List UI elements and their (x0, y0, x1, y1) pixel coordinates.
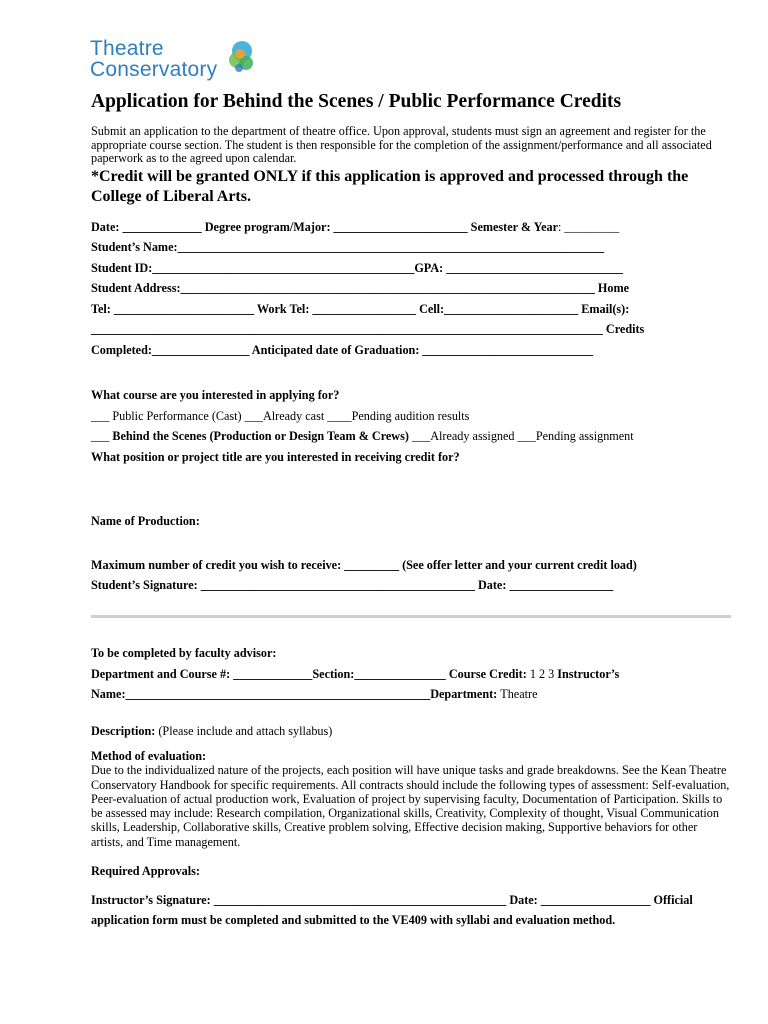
page-title: Application for Behind the Scenes / Public Performance Credits (91, 91, 622, 112)
dept-course-section-fields[interactable]: Department and Course #: _____________Section:_______________ Course Credit: (91, 666, 530, 681)
method-heading: Method of evaluation: (91, 749, 207, 763)
production-name-label[interactable]: Name of Production: (91, 514, 200, 529)
semester-label: Semester & Year (467, 219, 558, 234)
logo-mark-icon (225, 38, 257, 78)
semester-field[interactable]: : _________ (557, 219, 620, 234)
description-row[interactable] (91, 721, 731, 742)
description-label: Description: (91, 723, 156, 738)
behind-scenes-blank[interactable]: ___ (91, 429, 113, 444)
method-text: Due to the individualized nature of the projects, each position will have unique tasks and grade breakdowns. See the Kean Theatre Conservatory Handbook for specific requirements. All contracts should include the following types of assessment: Self-evaluation, Peer-evaluation of actual production work, Evaluation of project by supervising faculty, Documentation of Participation. Skills to be assessed may include: Research compilation, Organizational skills, Creativity, Complexity of thought, Visual Communication skills, Leadership, Collaborative skills, Creative problem solving, Effective decision making, Supportive behaviors for other artists, and Time management. (91, 763, 730, 849)
cast-status-options[interactable]: ___Already cast ____Pending audition results (241, 408, 470, 423)
course-question: What course are you interested in applying for? (91, 388, 340, 403)
credit-notice: *Credit will be granted ONLY if this application is approved and processed through the College of Liberal Arts. (91, 167, 689, 205)
required-approvals-label: Required Approvals: (91, 864, 200, 879)
theatre-conservatory-logo (90, 38, 265, 90)
position-question: What position or project title are you interested in receiving credit for? (91, 449, 460, 464)
instructor-signature-row[interactable]: Instructor’s Signature: ________________________________________________ Date: __________________ Official (91, 892, 693, 907)
logo-line-2: Conservatory (90, 58, 218, 81)
footer-instruction: application form must be completed and submitted to the VE409 with syllabi and evaluation method. (91, 913, 616, 928)
instructor-label: Instructor’s (554, 666, 620, 681)
behind-scenes-label: Behind the Scenes (Production or Design Team & Crews) (112, 429, 409, 444)
instructor-name-row[interactable] (91, 684, 731, 705)
date-degree-semester-row[interactable] (91, 217, 731, 238)
student-address-row[interactable]: Student Address:____________________________________________________________________ Home (91, 281, 630, 296)
department-course-row[interactable] (91, 664, 731, 685)
phone-email-row[interactable]: Tel: _______________________ Work Tel: _________________ Cell:______________________ Email(s): (91, 301, 630, 316)
behind-the-scenes-option[interactable] (91, 426, 731, 447)
intro-paragraph: Submit an application to the department of theatre office. Upon approval, students must sign an agreement and register for the appropriate course section. The student is then responsible for the completion of the assignment/performance and all associated paperwork as to the agreed upon calendar. (91, 124, 712, 166)
assignment-status-options[interactable]: ___Already assigned ___Pending assignment (408, 429, 634, 444)
student-id-gpa-row[interactable]: Student ID:___________________________________________GPA: _____________________________ (91, 260, 623, 275)
logo-line-1: Theatre (90, 37, 164, 60)
completed-graduation-row[interactable]: Completed:________________ Anticipated date of Graduation: ____________________________ (91, 342, 594, 357)
date-field[interactable]: Date: _____________ (91, 219, 202, 234)
email-credits-row[interactable]: ____________________________________________________________________________________ Credits (91, 322, 645, 337)
faculty-section (91, 643, 731, 931)
section-divider (91, 615, 731, 618)
student-signature-row[interactable]: Student’s Signature: _____________________________________________ Date: _________________ (91, 578, 614, 593)
degree-field[interactable]: Degree program/Major: ______________________ (201, 219, 468, 234)
public-performance-label: Public Performance (Cast) (112, 408, 242, 423)
credit-options[interactable]: 1 2 3 (529, 666, 555, 681)
public-performance-option[interactable] (91, 406, 731, 427)
faculty-heading: To be completed by faculty advisor: (91, 646, 277, 660)
form-content (91, 90, 731, 596)
public-performance-blank[interactable]: ___ (91, 408, 113, 423)
department-value: Theatre (500, 687, 538, 701)
description-note: (Please include and attach syllabus) (155, 723, 333, 738)
max-credit-row[interactable]: Maximum number of credit you wish to receive: _________ (See offer letter and your current credit load) (91, 557, 637, 572)
student-name-field[interactable]: Student’s Name:______________________________________________________________________ (91, 240, 605, 255)
instructor-name-field[interactable]: Name:__________________________________________________Department: (91, 687, 501, 701)
logo-text (90, 38, 217, 80)
